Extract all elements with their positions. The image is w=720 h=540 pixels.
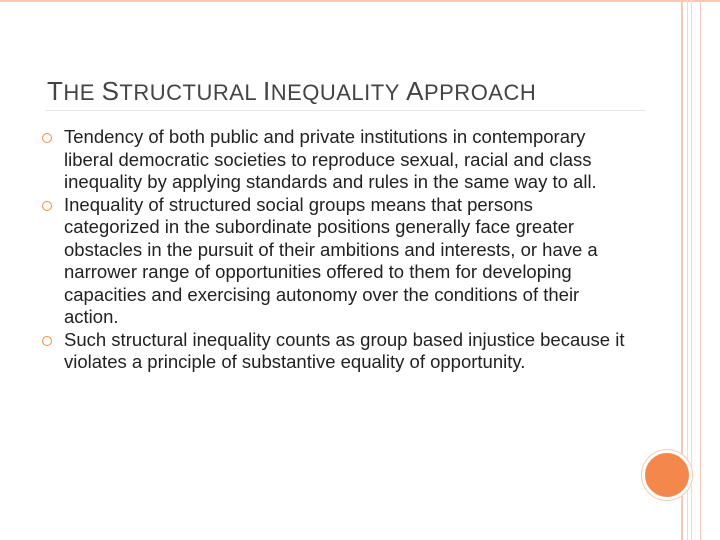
bullet-item [40,126,630,194]
hollow-circle-icon [42,201,52,211]
hollow-circle-icon [42,336,52,346]
decor-line [691,0,692,540]
title-cap: A [406,76,424,106]
slide-title [47,76,536,107]
title-cap: I [262,76,271,106]
bullet-item [40,329,630,374]
bullet-list [40,126,630,374]
decor-line [700,0,701,540]
title-rest: PPROACH [423,80,537,105]
title-divider [45,110,645,111]
decor-circle-icon [642,450,692,500]
hollow-circle-icon [42,133,52,143]
title-rest: NEQUALITY [270,80,407,105]
title-cap: T [47,76,64,106]
bullet-text: Inequality of structured social groups means that persons categorized in the subordinate positions generally face greater obstacles in the pursuit of their ambitions and interests, or have a narrower range of opportunities offered to them for developing capacities and exercising autonomy over the conditions of their action. [64,193,598,327]
bullet-text: Tendency of both public and private institutions in contemporary liberal democratic societies to reproduce sexual, racial and class inequality by applying standards and rules in the same way to all. [64,126,597,192]
title-rest: TRUCTURAL [119,80,263,105]
title-cap: S [101,76,120,106]
bullet-item [40,194,630,329]
decor-line [687,0,688,540]
top-divider [0,0,720,2]
title-rest: HE [63,80,102,105]
bullet-text: Such structural inequality counts as group based injustice because it violates a principle of substantive equality of opportunity. [64,328,625,372]
